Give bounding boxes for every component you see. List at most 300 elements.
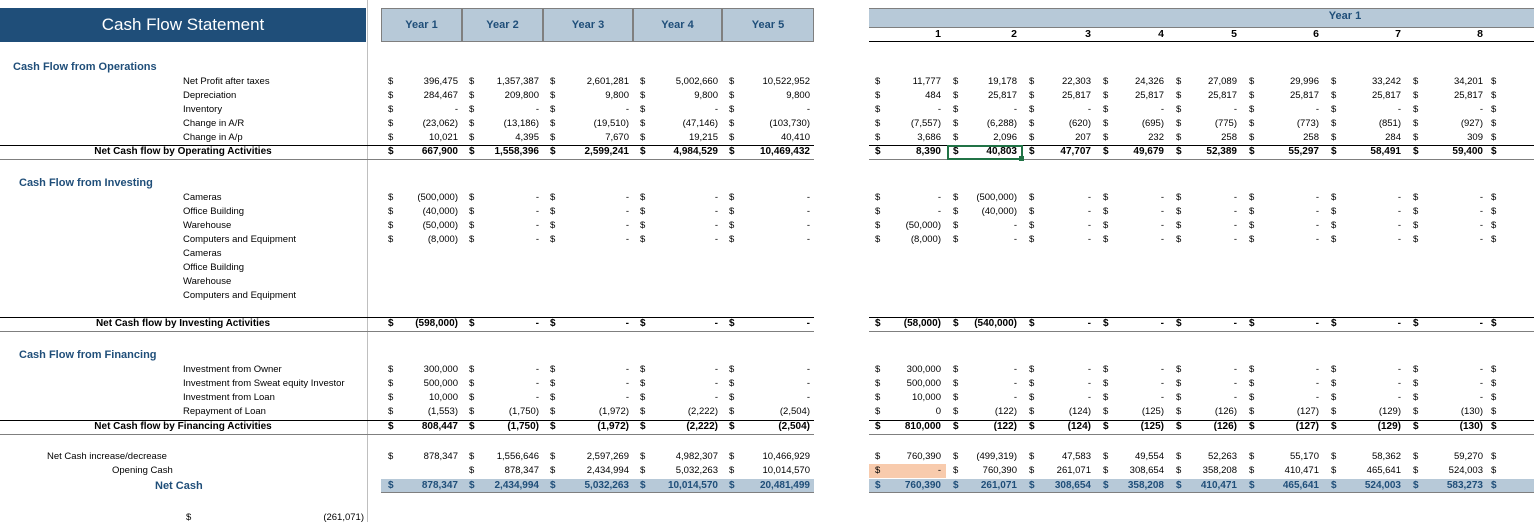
currency-symbol: $	[1029, 90, 1035, 101]
annual-value-year-2: 1,357,387	[496, 76, 539, 87]
monthly-values-row	[869, 405, 1534, 419]
currency-symbol: $	[1249, 406, 1255, 417]
monthly-value-month-1: -	[937, 104, 941, 115]
currency-symbol: $	[1331, 90, 1337, 101]
month-number-8: 8	[1477, 28, 1483, 40]
monthly-value-month-4: 24,326	[1134, 76, 1164, 87]
currency-symbol: $	[1103, 206, 1109, 217]
currency-symbol: $	[640, 392, 646, 403]
annual-value-year-5: (2,504)	[778, 421, 810, 432]
currency-symbol: $	[729, 90, 735, 101]
annual-value-year-1: (8,000)	[427, 234, 458, 245]
currency-symbol: $	[1176, 206, 1182, 217]
row-label: Depreciation	[183, 90, 237, 101]
currency-symbol: $	[1413, 465, 1419, 476]
annual-value-year-3: -	[625, 392, 629, 403]
annual-value-year-4: -	[714, 104, 718, 115]
currency-symbol: $	[640, 146, 646, 157]
annual-value-year-5: (2,504)	[779, 406, 810, 417]
currency-symbol: $	[640, 406, 646, 417]
monthly-value-month-4: 49,679	[1133, 146, 1164, 157]
monthly-value-month-6: 410,471	[1284, 465, 1319, 476]
currency-symbol: $	[1029, 364, 1035, 375]
annual-values-row	[381, 405, 814, 419]
currency-symbol: $	[875, 192, 881, 203]
currency-symbol: $	[469, 118, 475, 129]
monthly-values-row	[869, 317, 1534, 331]
currency-symbol: $	[729, 364, 735, 375]
currency-symbol: $	[640, 364, 646, 375]
monthly-value-month-1: -	[937, 206, 941, 217]
section-operations: Cash Flow from Operations	[13, 61, 157, 73]
currency-symbol: $	[469, 392, 475, 403]
currency-symbol: $	[729, 104, 735, 115]
currency-symbol: $	[388, 206, 394, 217]
annual-value-year-2: -	[535, 220, 539, 231]
currency-symbol: $	[1491, 132, 1497, 143]
monthly-value-month-6: -	[1315, 192, 1319, 203]
currency-symbol: $	[1103, 318, 1109, 329]
monthly-value-month-3: -	[1087, 104, 1091, 115]
annual-value-year-4: 4,984,529	[673, 146, 718, 157]
currency-symbol: $	[550, 318, 556, 329]
fill-handle[interactable]	[1019, 156, 1024, 161]
monthly-value-month-8: 59,270	[1453, 451, 1483, 462]
currency-symbol: $	[1176, 234, 1182, 245]
currency-symbol: $	[1249, 206, 1255, 217]
annual-value-year-4: -	[714, 192, 718, 203]
currency-symbol: $	[875, 234, 881, 245]
currency-symbol: $	[1176, 192, 1182, 203]
currency-symbol: $	[953, 364, 959, 375]
monthly-value-month-7: -	[1397, 378, 1401, 389]
monthly-value-month-1: 10,000	[911, 392, 941, 403]
monthly-value-month-6: -	[1315, 318, 1319, 329]
annual-values-row	[381, 391, 814, 405]
monthly-value-month-5: -	[1233, 192, 1237, 203]
annual-value-year-2: (1,750)	[508, 406, 539, 417]
currency-symbol: $	[1249, 421, 1255, 432]
row-label: Inventory	[183, 104, 223, 115]
currency-symbol: $	[1103, 234, 1109, 245]
monthly-value-month-3: 261,071	[1056, 465, 1091, 476]
annual-value-year-4: -	[714, 378, 718, 389]
currency-symbol: $	[550, 206, 556, 217]
currency-symbol: $	[1103, 220, 1109, 231]
currency-symbol: $	[1029, 206, 1035, 217]
annual-values-row	[381, 317, 814, 331]
annual-header-1[interactable]: Year 1	[381, 8, 462, 42]
monthly-value-month-6: -	[1315, 392, 1319, 403]
annual-values-row	[381, 103, 814, 117]
annual-values-row	[381, 205, 814, 219]
annual-value-year-4: (47,146)	[682, 118, 718, 129]
annual-value-year-4: 9,800	[694, 90, 718, 101]
monthly-values-row	[869, 464, 1534, 478]
currency-symbol: $	[1176, 392, 1182, 403]
currency-symbol: $	[1413, 451, 1419, 462]
currency-symbol: $	[1249, 378, 1255, 389]
currency-symbol: $	[469, 220, 475, 231]
monthly-value-month-7: -	[1397, 206, 1401, 217]
currency-symbol: $	[469, 146, 475, 157]
currency-symbol: $	[1029, 378, 1035, 389]
row-label: Computers and Equipment	[183, 290, 297, 301]
currency-symbol: $	[550, 76, 556, 87]
monthly-value-month-1: (8,000)	[910, 234, 941, 245]
currency-symbol: $	[1413, 234, 1419, 245]
annual-value-year-4: 5,002,660	[675, 76, 718, 87]
month-number-1: 1	[935, 28, 941, 40]
currency-symbol: $	[469, 192, 475, 203]
monthly-value-month-5: -	[1233, 392, 1237, 403]
monthly-values-row	[869, 479, 1534, 492]
currency-symbol: $	[388, 192, 394, 203]
currency-symbol: $	[1176, 421, 1182, 432]
monthly-value-month-2: (40,000)	[981, 206, 1017, 217]
net-cash-underline	[381, 492, 814, 493]
annual-value-year-2: -	[535, 392, 539, 403]
monthly-value-month-3: (124)	[1067, 421, 1091, 432]
monthly-value-month-7: -	[1397, 104, 1401, 115]
annual-value-year-3: (19,510)	[593, 118, 629, 129]
currency-symbol: $	[388, 76, 394, 87]
currency-symbol: $	[1491, 220, 1497, 231]
row-label: Net Cash	[155, 480, 203, 492]
annual-values-row	[381, 464, 814, 478]
currency-symbol: $	[1103, 76, 1109, 87]
annual-value-year-3: -	[625, 220, 629, 231]
currency-symbol: $	[729, 192, 735, 203]
currency-symbol: $	[1249, 480, 1255, 491]
row-label: Change in A/R	[183, 118, 245, 129]
currency-symbol: $	[550, 90, 556, 101]
monthly-value-month-1: 300,000	[906, 364, 941, 375]
monthly-value-month-5: 52,389	[1206, 146, 1237, 157]
annual-value-year-1: 500,000	[423, 378, 458, 389]
currency-symbol: $	[1331, 378, 1337, 389]
annual-value-year-5: (103,730)	[769, 118, 810, 129]
monthly-value-month-3: (620)	[1068, 118, 1091, 129]
annual-value-year-1: (40,000)	[422, 206, 458, 217]
monthly-value-month-7: -	[1397, 220, 1401, 231]
currency-symbol: $	[953, 451, 959, 462]
currency-symbol: $	[1331, 132, 1337, 143]
monthly-value-month-7: (851)	[1378, 118, 1401, 129]
monthly-value-month-2: 760,390	[982, 465, 1017, 476]
currency-symbol: $	[953, 378, 959, 389]
currency-symbol: $	[729, 234, 735, 245]
monthly-value-month-2: -	[1013, 378, 1017, 389]
row-label: Opening Cash	[112, 465, 173, 476]
monthly-value-month-5: -	[1233, 206, 1237, 217]
currency-symbol: $	[640, 451, 646, 462]
currency-symbol: $	[1491, 104, 1497, 115]
annual-value-year-5: -	[806, 192, 810, 203]
currency-symbol: $	[953, 406, 959, 417]
currency-symbol: $	[729, 132, 735, 143]
monthly-value-month-7: -	[1397, 392, 1401, 403]
monthly-value-month-3: 47,583	[1061, 451, 1091, 462]
annual-value-year-1: 808,447	[421, 421, 458, 432]
currency-symbol: $	[1029, 118, 1035, 129]
annual-header-2[interactable]: Year 2	[462, 8, 543, 42]
currency-symbol: $	[1413, 146, 1419, 157]
annual-value-year-5: 40,410	[780, 132, 810, 143]
currency-symbol: $	[875, 206, 881, 217]
row-label: Net Cash flow by Operating Activities	[94, 146, 272, 157]
currency-symbol: $	[1331, 118, 1337, 129]
annual-values-row	[381, 191, 814, 205]
currency-symbol: $	[1029, 132, 1035, 143]
currency-symbol: $	[1491, 318, 1497, 329]
currency-symbol: $	[953, 76, 959, 87]
currency-symbol: $	[1176, 104, 1182, 115]
monthly-value-month-3: 308,654	[1054, 480, 1091, 491]
total-line-monthly-bottom	[869, 434, 1534, 435]
monthly-value-month-5: (126)	[1214, 406, 1237, 417]
annual-value-year-5: -	[806, 378, 810, 389]
annual-values-row	[381, 145, 814, 159]
monthly-value-month-4: -	[1160, 206, 1164, 217]
annual-value-year-2: -	[535, 318, 539, 329]
selected-cell[interactable]	[947, 145, 1023, 160]
monthly-value-month-6: 258	[1303, 132, 1319, 143]
monthly-value-month-7: 465,641	[1366, 465, 1401, 476]
currency-symbol: $	[388, 378, 394, 389]
currency-symbol: $	[1029, 465, 1035, 476]
monthly-value-month-3: -	[1087, 318, 1091, 329]
annual-value-year-2: 1,558,396	[494, 146, 539, 157]
annual-values-row	[381, 420, 814, 434]
annual-value-year-4: -	[714, 318, 718, 329]
currency-symbol: $	[640, 206, 646, 217]
currency-symbol: $	[953, 392, 959, 403]
monthly-value-month-4: 49,554	[1134, 451, 1164, 462]
annual-value-year-1: 878,347	[423, 451, 458, 462]
currency-symbol: $	[1103, 146, 1109, 157]
row-label: Change in A/p	[183, 132, 243, 143]
currency-symbol: $	[1413, 220, 1419, 231]
currency-symbol: $	[1413, 104, 1419, 115]
annual-value-year-1: 10,000	[428, 392, 458, 403]
currency-symbol: $	[953, 480, 959, 491]
currency-symbol: $	[1331, 480, 1337, 491]
row-label: Office Building	[183, 262, 245, 273]
currency-symbol: $	[875, 392, 881, 403]
monthly-value-month-6: -	[1315, 378, 1319, 389]
monthly-value-month-8: 34,201	[1453, 76, 1483, 87]
currency-symbol: $	[469, 206, 475, 217]
currency-symbol: $	[469, 480, 475, 491]
annual-value-year-1: 10,021	[428, 132, 458, 143]
currency-symbol: $	[1029, 104, 1035, 115]
currency-symbol: $	[1176, 76, 1182, 87]
currency-symbol: $	[1491, 364, 1497, 375]
annual-value-year-4: -	[714, 364, 718, 375]
page-title: Cash Flow Statement	[0, 8, 366, 42]
annual-values-row	[381, 233, 814, 247]
currency-symbol: $	[1103, 132, 1109, 143]
monthly-value-month-6: (773)	[1296, 118, 1319, 129]
monthly-value-month-5: 27,089	[1207, 76, 1237, 87]
monthly-value-month-4: -	[1160, 192, 1164, 203]
currency-symbol: $	[1176, 480, 1182, 491]
monthly-value-month-5: (126)	[1213, 421, 1237, 432]
annual-value-year-1: -	[454, 104, 458, 115]
annual-value-year-3: 2,434,994	[586, 465, 629, 476]
monthly-values-row	[869, 103, 1534, 117]
monthly-value-month-8: 25,817	[1453, 90, 1483, 101]
monthly-value-month-7: 33,242	[1371, 76, 1401, 87]
annual-value-year-5: 10,522,952	[762, 76, 810, 87]
monthly-value-month-7: -	[1397, 192, 1401, 203]
currency-symbol: $	[953, 90, 959, 101]
annual-header-3[interactable]: Year 3	[543, 8, 633, 42]
monthly-value-month-2: 25,817	[987, 90, 1017, 101]
currency-symbol: $	[1249, 220, 1255, 231]
currency-symbol: $	[729, 421, 735, 432]
annual-values-row	[381, 479, 814, 492]
annual-value-year-2: 2,434,994	[494, 480, 539, 491]
annual-value-year-3: -	[625, 104, 629, 115]
currency-symbol: $	[1103, 378, 1109, 389]
currency-symbol: $	[1103, 406, 1109, 417]
annual-value-year-5: -	[806, 392, 810, 403]
annual-value-year-5: -	[806, 234, 810, 245]
monthly-value-month-6: (127)	[1296, 406, 1319, 417]
annual-header-4[interactable]: Year 4	[633, 8, 722, 42]
monthly-values-row	[869, 191, 1534, 205]
monthly-value-month-5: 358,208	[1202, 465, 1237, 476]
currency-symbol: $	[953, 318, 959, 329]
currency-symbol: $	[875, 451, 881, 462]
month-number-3: 3	[1085, 28, 1091, 40]
monthly-values-row	[869, 450, 1534, 464]
currency-symbol: $	[1249, 132, 1255, 143]
currency-symbol: $	[550, 104, 556, 115]
currency-symbol: $	[1029, 220, 1035, 231]
monthly-value-month-6: -	[1315, 206, 1319, 217]
currency-symbol: $	[388, 364, 394, 375]
currency-symbol: $	[388, 392, 394, 403]
annual-value-year-4: (2,222)	[686, 421, 718, 432]
annual-values-row	[381, 363, 814, 377]
monthly-value-month-1: 810,000	[904, 421, 941, 432]
monthly-value-month-3: (124)	[1068, 406, 1091, 417]
currency-symbol: $	[388, 104, 394, 115]
annual-value-year-3: -	[625, 192, 629, 203]
monthly-value-month-8: -	[1479, 206, 1483, 217]
annual-values-row	[381, 75, 814, 89]
month-number-5: 5	[1231, 28, 1237, 40]
annual-value-year-3: 5,032,263	[584, 480, 629, 491]
annual-value-year-2: -	[535, 206, 539, 217]
annual-value-year-4: -	[714, 392, 718, 403]
annual-value-year-2: -	[535, 364, 539, 375]
currency-symbol: $	[729, 465, 735, 476]
section-investing: Cash Flow from Investing	[19, 177, 153, 189]
monthly-value-month-7: 524,003	[1364, 480, 1401, 491]
row-label: Warehouse	[183, 220, 232, 231]
currency-symbol: $	[1249, 234, 1255, 245]
annual-value-year-5: -	[806, 220, 810, 231]
monthly-values-row	[869, 131, 1534, 145]
annual-value-year-2: -	[535, 234, 539, 245]
currency-symbol: $	[729, 146, 735, 157]
monthly-value-month-7: -	[1397, 364, 1401, 375]
row-label: Repayment of Loan	[183, 406, 266, 417]
currency-symbol: $	[469, 234, 475, 245]
monthly-value-month-3: -	[1087, 364, 1091, 375]
monthly-header-underline	[869, 41, 1534, 42]
currency-symbol: $	[1331, 192, 1337, 203]
monthly-values-row	[869, 219, 1534, 233]
currency-symbol: $	[1029, 451, 1035, 462]
annual-value-year-5: 9,800	[786, 90, 810, 101]
monthly-value-month-5: (775)	[1214, 118, 1237, 129]
monthly-value-month-2: (500,000)	[976, 192, 1017, 203]
annual-value-year-1: 667,900	[421, 146, 458, 157]
monthly-value-month-4: (125)	[1140, 421, 1164, 432]
row-label: Net Cash increase/decrease	[47, 451, 167, 462]
row-label: Net Cash flow by Investing Activities	[95, 318, 271, 329]
monthly-value-month-5: 25,817	[1207, 90, 1237, 101]
row-label: Investment from Loan	[183, 392, 275, 403]
currency-symbol: $	[1029, 192, 1035, 203]
annual-values-row	[381, 131, 814, 145]
currency-symbol: $	[186, 512, 192, 523]
annual-value-year-4: 4,982,307	[675, 451, 718, 462]
monthly-value-month-8: -	[1479, 318, 1483, 329]
currency-symbol: $	[640, 421, 646, 432]
currency-symbol: $	[1331, 406, 1337, 417]
monthly-value-month-4: -	[1160, 104, 1164, 115]
currency-symbol: $	[875, 220, 881, 231]
monthly-value-month-2: (122)	[993, 421, 1017, 432]
monthly-value-month-4: 25,817	[1134, 90, 1164, 101]
annual-values-row	[381, 89, 814, 103]
currency-symbol: $	[550, 392, 556, 403]
currency-symbol: $	[1249, 192, 1255, 203]
annual-header-5[interactable]: Year 5	[722, 8, 814, 42]
annual-value-year-3: -	[625, 206, 629, 217]
monthly-value-month-8: -	[1479, 234, 1483, 245]
net-cash-underline	[869, 492, 1534, 493]
currency-symbol: $	[388, 118, 394, 129]
monthly-value-month-6: 25,817	[1289, 90, 1319, 101]
monthly-value-month-1: (7,557)	[910, 118, 941, 129]
currency-symbol: $	[1249, 76, 1255, 87]
currency-symbol: $	[1249, 146, 1255, 157]
monthly-value-month-1: -	[937, 465, 941, 476]
currency-symbol: $	[1491, 90, 1497, 101]
currency-symbol: $	[388, 480, 394, 491]
monthly-value-month-7: -	[1397, 234, 1401, 245]
currency-symbol: $	[1176, 220, 1182, 231]
currency-symbol: $	[640, 465, 646, 476]
annual-value-year-5: 10,469,432	[759, 146, 810, 157]
currency-symbol: $	[640, 378, 646, 389]
currency-symbol: $	[875, 421, 881, 432]
annual-values-row	[381, 219, 814, 233]
currency-symbol: $	[640, 90, 646, 101]
monthly-value-month-7: 25,817	[1371, 90, 1401, 101]
annual-value-year-2: (13,186)	[503, 118, 539, 129]
monthly-value-month-8: -	[1479, 104, 1483, 115]
monthly-value-month-4: 308,654	[1129, 465, 1164, 476]
currency-symbol: $	[469, 406, 475, 417]
